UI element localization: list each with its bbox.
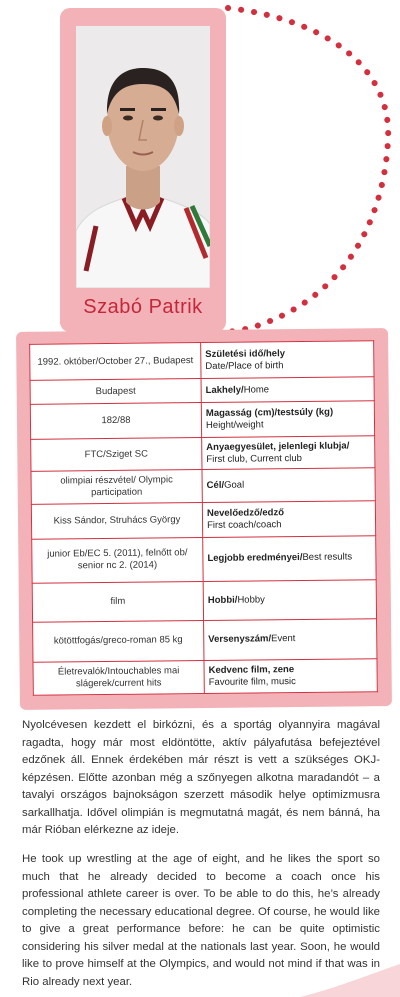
row-label: Magasság (cm)/testsúly (kg) Height/weight bbox=[201, 401, 374, 438]
table-row bbox=[31, 436, 375, 472]
table-row bbox=[30, 377, 374, 405]
athlete-info-table bbox=[29, 340, 378, 696]
athlete-photo bbox=[76, 26, 210, 288]
athlete-name: Szabó Patrik bbox=[83, 296, 203, 318]
table-row bbox=[30, 341, 374, 381]
row-value: 182/88 bbox=[30, 403, 201, 440]
row-value: 1992. október/October 27., Budapest bbox=[30, 343, 201, 381]
row-label: Hobbi/Hobby bbox=[203, 579, 376, 620]
decorative-swoosh bbox=[300, 960, 400, 997]
bio-english: He took up wrestling at the age of eight, and he likes the sport so much that he already decided to become a coach once his professional athlete career is over. To be able to do this, he’s already completing the necessary educational degree. Of course, he would like to give a great performance before: he can be quite optimistic considering his silver medal at the nationals last year. Soon, he would like to prove himself at the Olympics, and would not mind if that was in Rio already next year. bbox=[22, 853, 380, 988]
row-label: Versenyszám/Event bbox=[204, 618, 377, 660]
table-row bbox=[32, 579, 376, 622]
portrait-illustration bbox=[76, 26, 210, 288]
row-label: Nevelőedző/edző First coach/coach bbox=[202, 501, 375, 537]
table-row bbox=[33, 618, 377, 662]
bio-hungarian: Nyolcévesen kezdett el birkózni, és a sportág olyannyira magával ragadta, hogy már most eldöntötte, aktív pályafutása befejeztével edzőnek áll. Ennek érdekében már részt is vett a szükséges OKJ-képzésen. Előtte azonban még a szőnyegen alkotna maradandót – a tavalyi országos bajnokságon szerzett második helye optimizmusra sarkallhatja. Idővel olimpián is megmutatná magát, és nem bánná, ha már Rióban elérkezne az ideje. bbox=[22, 719, 380, 836]
row-value: Kiss Sándor, Struhács György bbox=[31, 503, 202, 539]
table-row bbox=[33, 659, 377, 696]
row-label: Cél/Goal bbox=[202, 468, 375, 503]
row-value: Életrevalók/Intouchables mai slágerek/current hits bbox=[33, 660, 204, 695]
row-label: Lakhely/Home bbox=[201, 377, 374, 403]
row-value: kötöttfogás/greco-roman 85 kg bbox=[33, 620, 204, 662]
row-label: Anyaegyesület, jelenlegi klubja/ First club, Current club bbox=[202, 436, 375, 470]
row-value: junior Eb/EC 5. (2011), felnőtt ob/ senior nc 2. (2014) bbox=[32, 537, 203, 583]
row-value: FTC/Sziget SC bbox=[31, 438, 202, 472]
table-row bbox=[31, 501, 375, 539]
photo-frame bbox=[60, 8, 226, 332]
row-value: olimpiai részvétel/ Olympic participation bbox=[31, 470, 202, 505]
row-value: Budapest bbox=[30, 379, 201, 405]
row-label: Kedvenc film, zene Favourite film, music bbox=[204, 659, 377, 694]
row-label: Születési idő/hely Date/Place of birth bbox=[201, 341, 374, 379]
row-value: film bbox=[32, 581, 203, 622]
info-table-frame bbox=[16, 328, 392, 710]
table-row bbox=[30, 401, 374, 440]
table-row bbox=[31, 468, 375, 505]
table-row bbox=[32, 535, 376, 583]
row-label: Legjobb eredményei/Best results bbox=[203, 535, 376, 581]
